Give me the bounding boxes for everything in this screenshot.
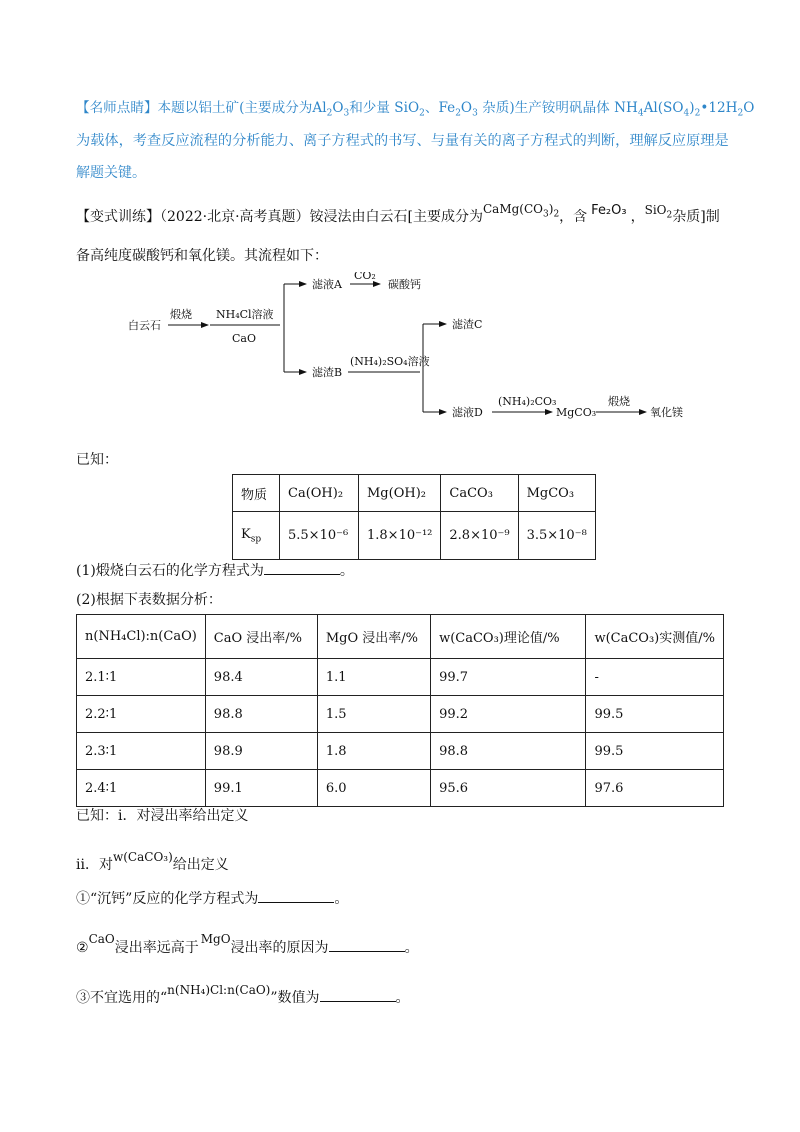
tip-line-2: 为载体，考查反应流程的分析能力、离子方程式的书写、与量有关的离子方程式的判断，理解反应原理是: [76, 133, 729, 149]
ksp-header-cell: Ca(OH)₂: [280, 475, 359, 512]
flow-cao: CaO: [232, 332, 256, 345]
flow-mgco3: MgCO₃: [556, 406, 597, 419]
data-header-row: [77, 615, 724, 659]
cell: 2.2∶1: [77, 696, 206, 733]
flow-caco3: 碳酸钙: [388, 278, 421, 291]
cell: 99.5: [586, 696, 724, 733]
answer-blank: [264, 560, 340, 575]
cell: 99.5: [586, 733, 724, 770]
ksp-value: 3.5×10⁻⁸: [518, 512, 595, 560]
ksp-header-cell: CaCO₃: [441, 475, 518, 512]
ksp-header-cell: Mg(OH)₂: [359, 475, 441, 512]
cell: 2.3∶1: [77, 733, 206, 770]
cell: 1.1: [317, 659, 430, 696]
tip-text: 【名师点睛】本题以铝土矿(主要成分为: [76, 100, 313, 116]
cell: 95.6: [431, 770, 586, 807]
data-table: [76, 614, 724, 807]
cell: 1.5: [317, 696, 430, 733]
flow-filtrate-d: 滤液D: [452, 406, 483, 419]
known-ii: ii．对w(CaCO₃)给出定义: [76, 850, 229, 873]
cell: 97.6: [586, 770, 724, 807]
flow-nh4so4: (NH₄)₂SO₄溶液: [350, 355, 430, 368]
cell: 98.9: [205, 733, 317, 770]
question-1: (1)煅烧白云石的化学方程式为 。: [76, 558, 354, 584]
ksp-value: 2.8×10⁻⁹: [441, 512, 518, 560]
data-header-cell: w(CaCO₃)实测值/%: [586, 615, 724, 659]
known-label: 已知：: [76, 452, 118, 468]
cell: 1.8: [317, 733, 430, 770]
exercise-line-1: 【变式训练】（2022·北京·高考真题）铵浸法由白云石[主要成分为$CaMg(CO_3)_2$，含 Fe₂O₃ ，SiO$_2$杂质]制: [76, 202, 720, 225]
cell: 2.1∶1: [77, 659, 206, 696]
formula-sio2: SiO$_2$: [644, 203, 673, 221]
flow-step1: 煅烧: [170, 308, 192, 321]
cell: 98.8: [205, 696, 317, 733]
sub-question-1: ①“沉钙”反应的化学方程式为 。: [76, 886, 348, 912]
tip-line-3: 解题关键。: [76, 165, 146, 181]
data-header-cell: CaO 浸出率/%: [205, 615, 317, 659]
cell: -: [586, 659, 724, 696]
flow-step2: 煅烧: [608, 395, 630, 408]
ksp-header-row: [233, 475, 596, 512]
table-row: [77, 770, 724, 807]
flow-residue-c: 滤渣C: [452, 318, 483, 331]
sub-question-2: ②CaO浸出率远高于MgO浸出率的原因为 。: [76, 932, 419, 956]
cell: 6.0: [317, 770, 430, 807]
sub-question-3: ③不宜选用的“n(NH₄)Cl:n(CaO)”数值为 。: [76, 983, 410, 1006]
cell: 99.1: [205, 770, 317, 807]
cell: 2.4∶1: [77, 770, 206, 807]
formula-fe2o3: Fe₂O₃: [591, 203, 627, 218]
table-row: [77, 696, 724, 733]
cell: 99.7: [431, 659, 586, 696]
formula-camg: $CaMg(CO_3)_2$: [483, 202, 560, 220]
flow-residue-b: 滤渣B: [312, 366, 343, 379]
ksp-value: 1.8×10⁻¹²: [359, 512, 441, 560]
flow-nh4co3: (NH₄)₂CO₃: [498, 395, 557, 408]
answer-blank: [320, 987, 396, 1002]
flow-nh4cl: NH₄Cl溶液: [216, 308, 274, 321]
data-header-cell: MgO 浸出率/%: [317, 615, 430, 659]
ksp-label: $K_{sp}$: [233, 512, 280, 560]
answer-blank: [329, 937, 405, 952]
table-row: [77, 659, 724, 696]
ksp-table: [232, 474, 596, 560]
exercise-line-2: 备高纯度碳酸钙和氧化镁。其流程如下：: [76, 248, 328, 264]
cell: 98.4: [205, 659, 317, 696]
ksp-value-row: [233, 512, 596, 560]
data-header-cell: w(CaCO₃)理论值/%: [431, 615, 586, 659]
flow-mgo: 氧化镁: [650, 406, 683, 419]
answer-blank: [258, 888, 334, 903]
ksp-header-cell: 物质: [233, 475, 280, 512]
cell: 98.8: [431, 733, 586, 770]
flow-co2: CO₂: [354, 272, 376, 282]
table-row: [77, 733, 724, 770]
flow-filtrate-a: 滤液A: [312, 278, 342, 291]
ksp-header-cell: MgCO₃: [518, 475, 595, 512]
data-header-cell: n(NH₄Cl):n(CaO): [77, 615, 206, 659]
cell: 99.2: [431, 696, 586, 733]
question-2: (2)根据下表数据分析：: [76, 592, 222, 608]
process-flow-diagram: [120, 272, 700, 432]
flow-start: 白云石: [128, 319, 161, 332]
known-2: 已知：i．对浸出率给出定义: [76, 808, 249, 824]
tip-line-1: 【名师点睛】本题以铝土矿(主要成分为$Al_2O_3$和少量 SiO$_2$、$Fe_2O_3$ 杂质)生产铵明矾晶体 $NH_4Al(SO_4)_2•12H_2O$: [76, 100, 755, 119]
ksp-value: 5.5×10⁻⁶: [280, 512, 359, 560]
